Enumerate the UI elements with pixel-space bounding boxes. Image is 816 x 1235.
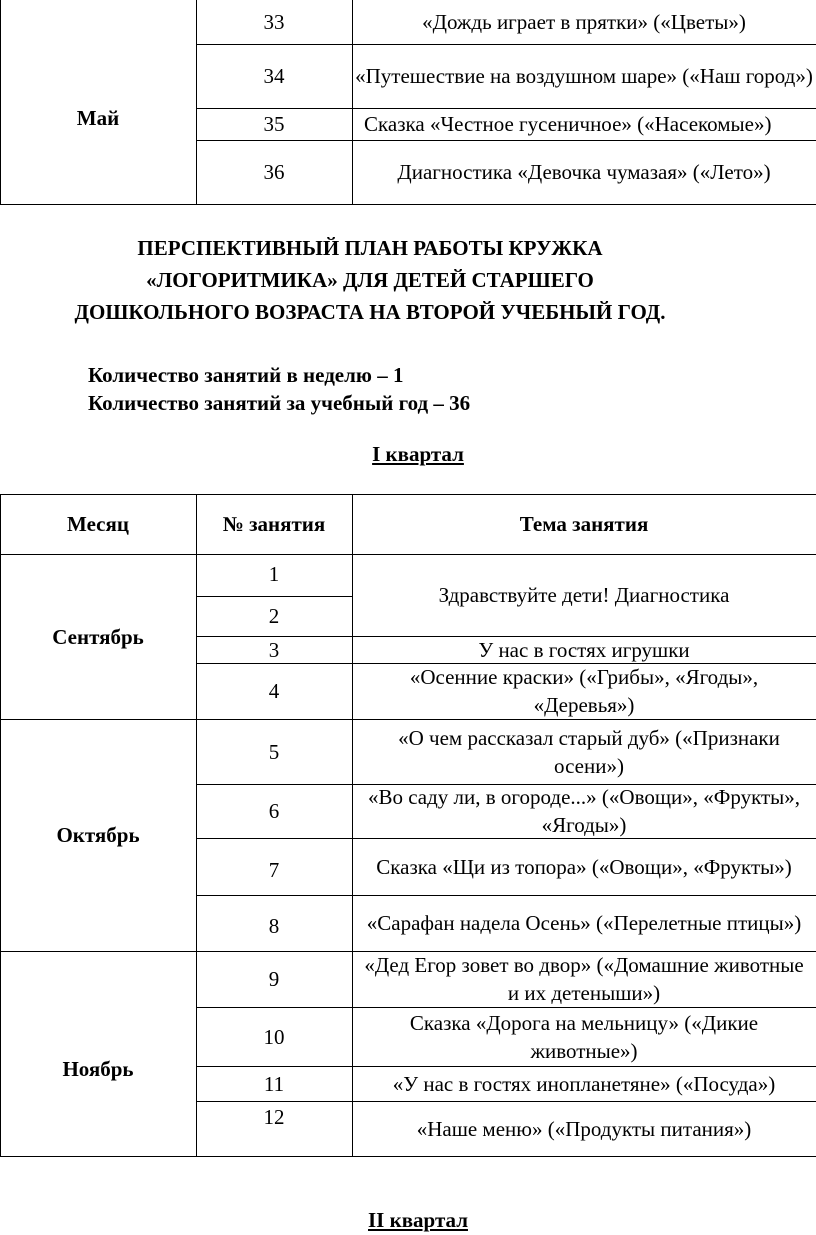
header-topic: Тема занятия — [519, 512, 649, 536]
lessons-per-year: Количество занятий за учебный год – 36 — [88, 391, 471, 415]
lesson-topic: «Осенние краски» («Грибы», «Ягоды», «Деревья») — [409, 665, 759, 717]
lesson-topic: «Дождь играет в прятки» («Цветы») — [422, 10, 746, 34]
title-line: ДОШКОЛЬНОГО ВОЗРАСТА НА ВТОРОЙ УЧЕБНЫЙ ГОД. — [74, 300, 666, 324]
lesson-number: 11 — [263, 1071, 285, 1096]
lesson-topic: «Сарафан надела Осень» («Перелетные птицы») — [366, 911, 802, 935]
lesson-topic: «Путешествие на воздушном шаре» («Наш город») — [355, 64, 813, 88]
lesson-number: 3 — [268, 637, 280, 662]
month-september: Сентябрь — [52, 624, 144, 649]
page-title — [0, 232, 740, 328]
month-cell: Май — [76, 105, 120, 130]
lesson-number: 33 — [263, 10, 285, 34]
lesson-topic: «Во саду ли, в огороде...» («Овощи», «Фрукты», «Ягоды») — [367, 785, 801, 837]
lessons-info — [88, 361, 470, 417]
lesson-topic: «О чем рассказал старый дуб» («Признаки осени») — [398, 725, 780, 778]
lesson-number: 7 — [268, 857, 280, 882]
month-october: Октябрь — [56, 823, 140, 847]
header-lesson-number: № занятия — [222, 512, 326, 536]
lesson-number: 2 — [268, 604, 280, 628]
lesson-number: 5 — [268, 739, 280, 764]
lessons-per-week: Количество занятий в неделю – 1 — [88, 363, 404, 387]
lesson-number: 9 — [268, 967, 280, 991]
lesson-topic: Здравствуйте дети! Диагностика — [438, 583, 730, 607]
lesson-topic: Сказка «Честное гусеничное» («Насекомые») — [364, 112, 772, 136]
lesson-number: 6 — [268, 799, 280, 823]
title-line: «ЛОГОРИТМИКА» ДЛЯ ДЕТЕЙ СТАРШЕГО — [146, 268, 594, 292]
lesson-number: 34 — [263, 64, 285, 88]
lesson-topic: «У нас в гостях инопланетяне» («Посуда») — [392, 1071, 776, 1096]
lesson-number: 10 — [263, 1024, 285, 1049]
lesson-topic: Сказка «Дорога на мельницу» («Дикие животные») — [409, 1010, 759, 1063]
lesson-number: 12 — [263, 1105, 285, 1129]
lesson-topic: «Наше меню» («Продукты питания») — [416, 1116, 752, 1141]
lesson-number: 36 — [263, 160, 285, 184]
lesson-number: 35 — [263, 112, 285, 136]
quarter-heading: I квартал — [372, 442, 464, 466]
lesson-number: 1 — [268, 562, 280, 586]
lesson-topic: Сказка «Щи из топора» («Овощи», «Фрукты») — [376, 854, 792, 879]
lesson-topic: У нас в гостях игрушки — [478, 637, 690, 662]
lesson-topic: Диагностика «Девочка чумазая» («Лето») — [397, 160, 771, 184]
lesson-number: 8 — [268, 914, 280, 938]
table-border — [352, 494, 353, 1157]
month-november: Ноябрь — [62, 1057, 134, 1081]
title-line: ПЕРСПЕКТИВНЫЙ ПЛАН РАБОТЫ КРУЖКА — [137, 236, 603, 260]
lesson-number: 4 — [268, 679, 280, 703]
quarter-heading: II квартал — [368, 1208, 468, 1232]
lesson-topic: «Дед Егор зовет во двор» («Домашние животные и их детеныши») — [364, 953, 804, 1005]
header-month: Месяц — [67, 512, 129, 536]
